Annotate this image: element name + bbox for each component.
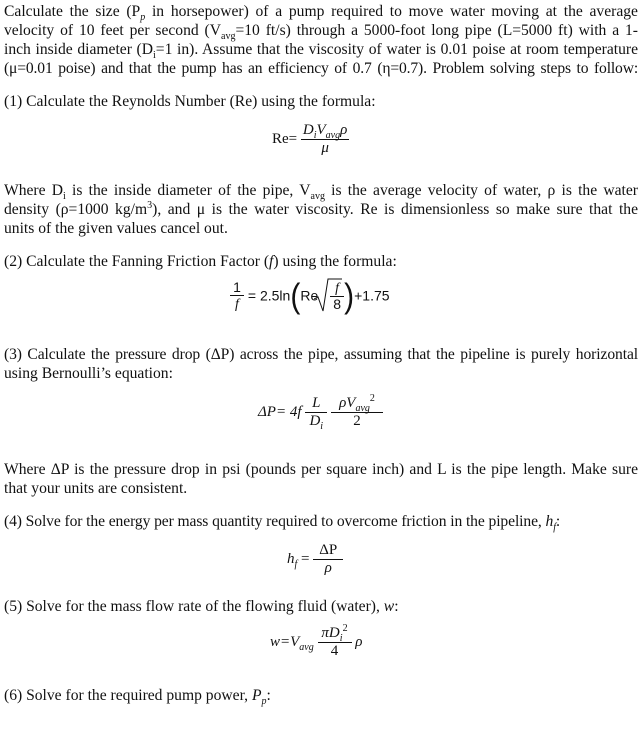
step4-heading: (4) Solve for the energy per mass quantity required to overcome friction in the pipeline, $h_f$: (4, 513, 561, 534)
step6-heading: (6) Solve for the required pump power, $P_p$: (4, 687, 271, 708)
step3-where-line-1: Where ΔP is the pressure drop in psi (pounds per square inch) and L is the pipe length. Make sure (4, 461, 638, 478)
intro-line-4: (μ=0.01 poise) and that the pump has an efficiency of 0.7 (η=0.7). Problem solving steps to follow: (4, 60, 638, 77)
step3-heading-line-1: (3) Calculate the pressure drop (ΔP) across the pipe, assuming that the pipeline is purely horizontal (4, 346, 638, 363)
pressure-drop-equation: ΔP= 4f $\frac{L}{D_i}$ $\frac{\rho V_{avg}^2}{2}$ (258, 395, 383, 430)
step5-heading: (5) Solve for the mass flow rate of the flowing fluid (water), w: (4, 598, 399, 615)
reynolds-equation: Re= $\frac{D_iV_{avg}\rho}{\mu}$ (272, 122, 348, 156)
step3-where-paragraph (4, 460, 638, 498)
energy-per-mass-equation: $h_f$ = $\frac{\Delta P}{\rho}$ (287, 542, 343, 577)
intro-line-2: velocity of 10 feet per second ($V_{avg}=10$ ft/s) through a 5000-foot long pipe (L=5000 ft) with a 1- (4, 22, 638, 43)
step1-where-paragraph (4, 181, 638, 238)
intro-paragraph (4, 2, 638, 78)
step2-heading: (2) Calculate the Fanning Friction Factor (f) using the formula: (4, 253, 397, 270)
sqrt-term: $\frac{f}{8}$ (322, 280, 344, 312)
step3-heading (4, 345, 638, 383)
step1-where-line-2: density (ρ=1000 $kg/m^3$), and μ is the water viscosity. Re is dimensionless so make sure that the (4, 199, 639, 218)
step1-where-line-1: Where $D_i$ is the inside diameter of the pipe, $V_{avg}$ is the average velocity of water, ρ is the water (4, 182, 638, 203)
mass-flow-equation: $w=V_{avg}$ $\frac{\pi D_i^2}{4}$ ρ (270, 623, 363, 659)
step1-heading: (1) Calculate the Reynolds Number (Re) using the formula: (4, 93, 376, 110)
intro-line-1: Calculate the size ($P_p$ in horsepower) of a pump required to move water moving at the average (4, 3, 638, 24)
step3-heading-line-2: using Bernoulli’s equation: (4, 365, 173, 382)
step1-where-line-3: units of the given values cancel out. (4, 220, 228, 237)
intro-line-3: inch inside diameter ($D_i=1$ in). Assume that the viscosity of water is 0.01 poise at room temperature (4, 41, 639, 62)
step3-where-line-2: that your units are consistent. (4, 480, 188, 497)
fanning-equation: $\frac{1}{f}$ = 2.5ln(Re $\frac{f}{8}$ )+1.75 (230, 280, 390, 312)
